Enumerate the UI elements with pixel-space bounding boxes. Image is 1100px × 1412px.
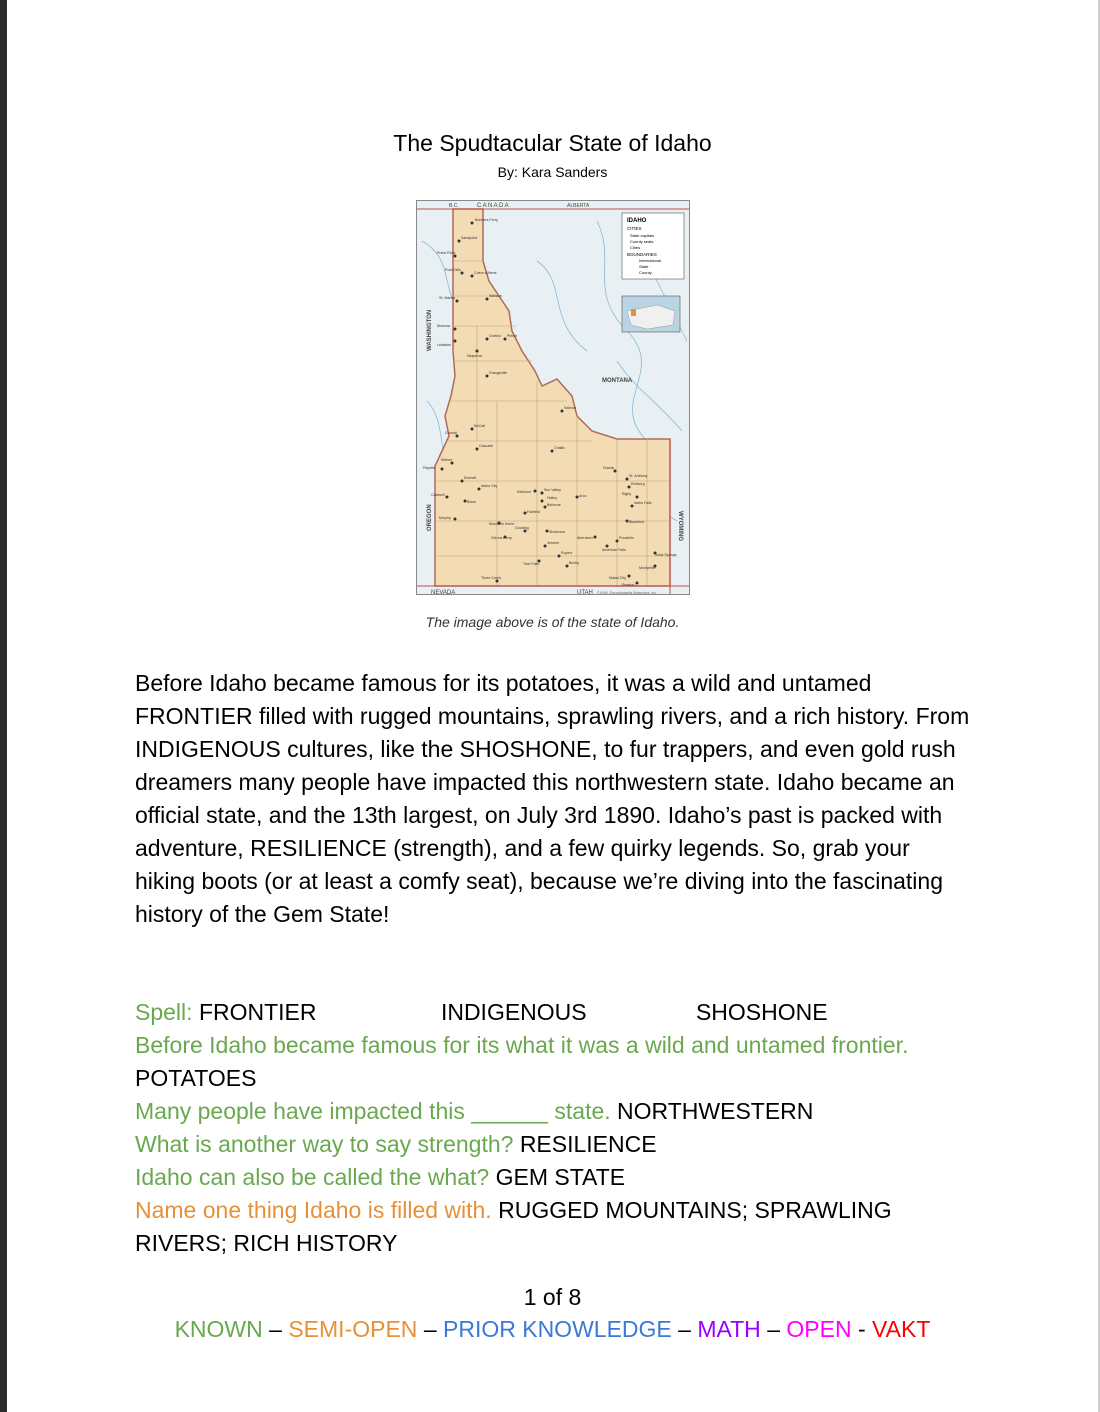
legend-prior-knowledge: PRIOR KNOWLEDGE (443, 1316, 672, 1342)
legend-known: KNOWN (174, 1316, 263, 1342)
map-city-label: Weiser (441, 458, 453, 462)
map-city-label: St. Maries (439, 296, 456, 300)
map-city-label: Bellevue (547, 503, 561, 507)
question-3 (135, 1128, 975, 1161)
color-key-legend (0, 1316, 1100, 1343)
map-city-label: Emmett (464, 476, 477, 480)
question-2-prompt: Many people have impacted this ______ state. (135, 1098, 611, 1124)
map-city-label: Rexburg (631, 482, 645, 486)
map-city-label: Mountain Home (489, 522, 515, 526)
map-label-alberta: ALBERTA (567, 203, 590, 209)
legend-semi-open: SEMI-OPEN (288, 1316, 418, 1342)
question-2 (135, 1095, 975, 1128)
map-label-canada: C A N A D A (477, 203, 509, 209)
map-city-label: McCall (474, 424, 485, 428)
question-5-answer: RUGGED MOUNTAINS; SPRAWLING RIVERS; RICH HISTORY (135, 1197, 892, 1256)
map-city-label: Moscow (437, 324, 451, 328)
spell-word-3: SHOSHONE (695, 999, 828, 1025)
map-city-label: Montpelier (639, 566, 656, 570)
document-title: The Spudtacular State of Idaho (393, 130, 712, 156)
map-legend-capitals: State capitals (630, 233, 655, 238)
map-city-label: Grangeville (489, 371, 508, 375)
document-author: By: Kara Sanders (497, 164, 608, 180)
map-city-label: Lewiston (437, 343, 452, 347)
map-label-nevada: NEVADA (431, 590, 456, 595)
map-legend-title: IDAHO (627, 218, 647, 224)
map-label-oregon: OREGON (427, 504, 433, 531)
map-label-utah: UTAH (577, 590, 593, 595)
map-city-label: Coeur d'Alene (474, 271, 497, 275)
spell-line (135, 996, 975, 1029)
map-city-label: Shoshone (549, 530, 566, 534)
map-city-label: Pierce (507, 334, 518, 338)
map-city-label: Challis (554, 446, 565, 450)
map-city-label: Blackfoot (629, 520, 644, 524)
map-city-label: Soda Springs (655, 553, 677, 557)
question-section (135, 996, 975, 1260)
map-city-label: Boise (467, 500, 476, 504)
map-city-label: Burley (569, 561, 580, 565)
map-legend-international: International (639, 258, 662, 263)
map-credit: ©1999, Encyclopædia Britannica, Inc. (597, 591, 657, 595)
question-3-prompt: What is another way to say strength? (135, 1131, 514, 1157)
map-city-label: Dubois (603, 466, 615, 470)
question-1-answer: POTATOES (135, 1065, 257, 1091)
map-city-label: Arco (579, 494, 587, 498)
question-5 (135, 1194, 975, 1260)
map-city-label: Preston (622, 583, 635, 587)
map-city-label: Caldwell (431, 493, 445, 497)
question-4 (135, 1161, 975, 1194)
map-city-label: Sandpoint (461, 236, 478, 240)
map-city-label: Orofino (489, 334, 501, 338)
question-4-prompt: Idaho can also be called the what? (135, 1164, 490, 1190)
map-city-label: St. Anthony (629, 474, 648, 478)
map-legend-boundaries: BOUNDARIES (627, 252, 657, 257)
map-city-label: Murphy (439, 516, 451, 520)
map-city-label: Salmon (564, 406, 577, 410)
legend-separator: – (269, 1316, 282, 1342)
map-city-label: Fairfield (527, 510, 540, 514)
map-city-label: Sun Valley (544, 488, 561, 492)
map-city-label: Three Creek (481, 576, 501, 580)
map-caption: The image above is of the state of Idaho. (425, 614, 680, 630)
map-city-label: Priest River (437, 251, 456, 255)
idaho-map (416, 200, 690, 595)
map-city-label: Pocatello (619, 536, 634, 540)
map-city-label: Glenns Ferry (491, 536, 512, 540)
map-city-label: Malad City (609, 576, 626, 580)
map-legend-cities-item: Cities (630, 245, 641, 250)
map-city-label: Payette (423, 466, 436, 470)
question-1-prompt: Before Idaho became famous for its what it was a wild and untamed frontier. (135, 1032, 909, 1058)
map-city-label: Cascade (479, 444, 494, 448)
map-city-label: Gooding (515, 526, 529, 530)
legend-separator: – (423, 1316, 437, 1342)
map-city-label: Nezperce (467, 354, 483, 358)
legend-math: MATH (697, 1316, 761, 1342)
page-number: 1 of 8 (523, 1284, 582, 1310)
map-city-label: Idaho Falls (634, 501, 652, 505)
map-city-label: Council (445, 431, 457, 435)
map-city-label: Hailey (547, 496, 557, 500)
map-label-bc: B.C. (449, 203, 459, 209)
spell-label: Spell: (135, 999, 193, 1025)
legend-separator: – (767, 1316, 780, 1342)
map-city-label: Post Falls (445, 268, 461, 272)
legend-separator: – (678, 1316, 691, 1342)
spell-word-2: INDIGENOUS (440, 999, 587, 1025)
spell-word-1: FRONTIER (198, 999, 317, 1025)
map-city-label: Jerome (547, 541, 559, 545)
map-city-label: Rigby (622, 492, 632, 496)
map-label-washington: WASHINGTON (427, 309, 433, 351)
map-label-wyoming: WYOMING (677, 511, 683, 541)
legend-open: OPEN (786, 1316, 852, 1342)
map-city-label: Wallace (489, 294, 502, 298)
window-edge-left (0, 0, 7, 1412)
map-city-label: Idaho City (481, 484, 498, 488)
question-2-answer: NORTHWESTERN (617, 1098, 814, 1124)
intro-paragraph: Before Idaho became famous for its potatoes, it was a wild and untamed FRONTIER filled with rugged mountains, sprawling rivers, and a rich history. From INDIGENOUS cultures, like the SHOSHONE, to fur trappers, and even gold rush dreamers many people have impacted this northwestern state. Idaho became an official state, and the 13th largest, on July 3rd 1890. Idaho’s past is packed with adventure, RESILIENCE (strength), and a few quirky legends. So, grab your hiking boots (or at least a comfy seat), because we’re diving into the fascinating history of the Gem State! (135, 670, 970, 927)
map-label-montana: MONTANA (602, 378, 633, 384)
question-4-answer: GEM STATE (495, 1164, 626, 1190)
map-city-label: Rupert (561, 551, 572, 555)
map-city-label: Bonners Ferry (475, 218, 498, 222)
question-5-prompt: Name one thing Idaho is filled with. (135, 1197, 492, 1223)
question-3-answer: RESILIENCE (519, 1131, 657, 1157)
legend-separator: - (857, 1316, 866, 1342)
map-city-label: Aberdeen (577, 536, 593, 540)
map-city-label: American Falls (602, 548, 626, 552)
map-city-label: Ketchum (517, 490, 532, 494)
map-city-label: Twin Falls (523, 562, 539, 566)
map-legend-county: County (639, 270, 652, 275)
legend-vakt: VAKT (872, 1316, 931, 1342)
map-legend-state: State (639, 264, 649, 269)
map-legend-county-seats: County seats (630, 239, 654, 244)
question-1 (135, 1029, 975, 1095)
map-legend-cities: CITIES (627, 226, 642, 231)
